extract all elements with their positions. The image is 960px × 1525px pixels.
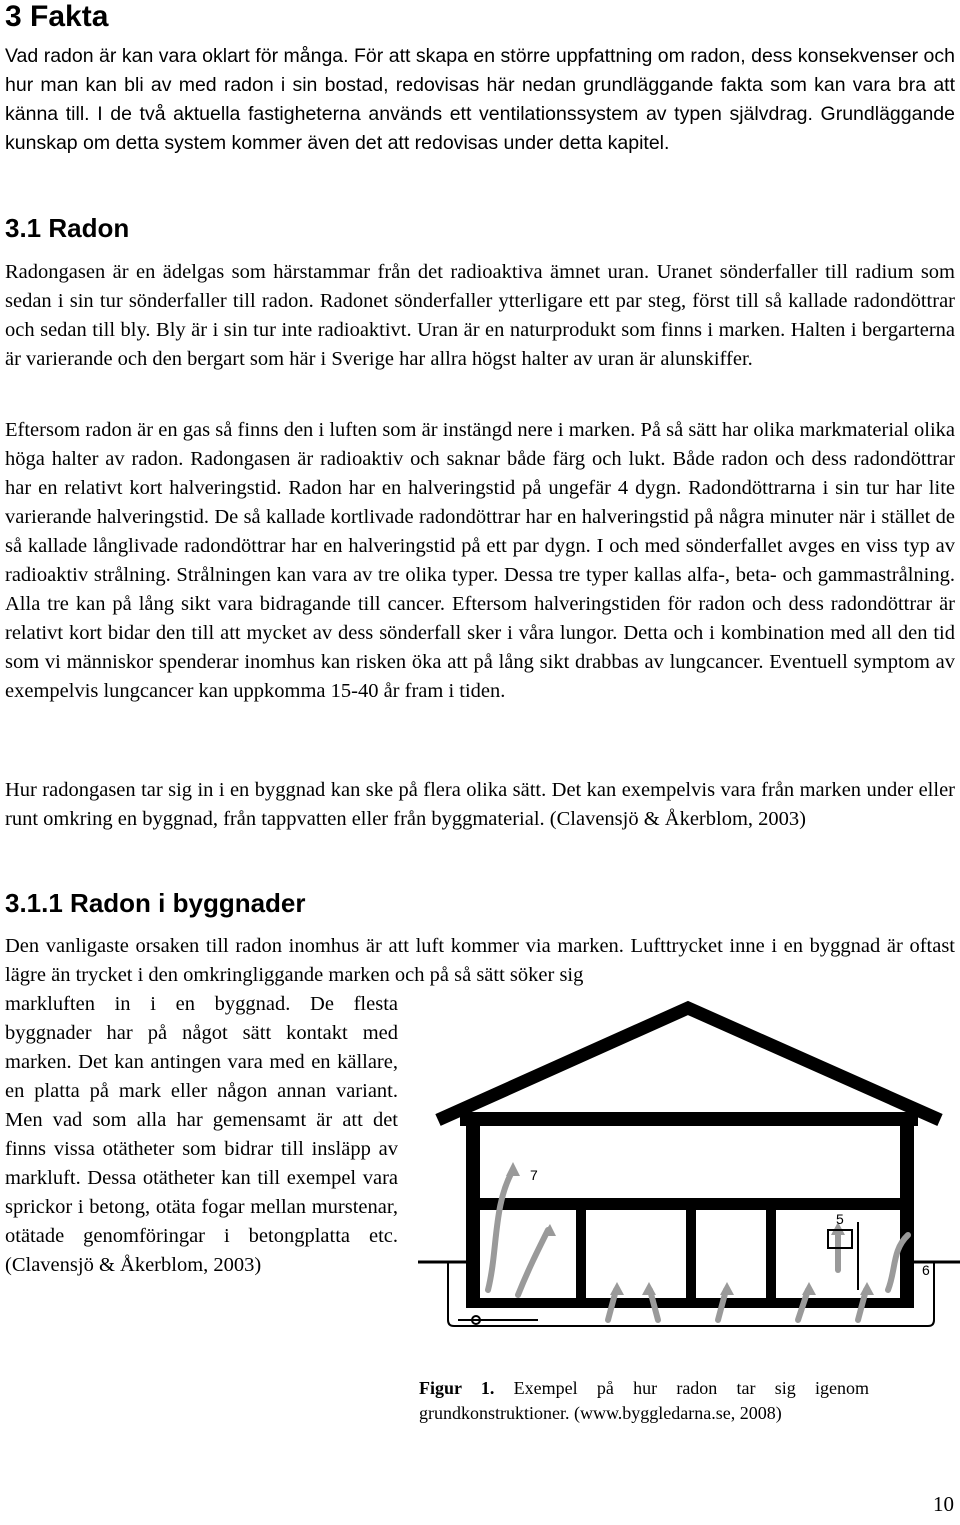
page-number: 10 — [933, 1492, 954, 1516]
basement-floor — [466, 1298, 914, 1308]
figure-label-7: 7 — [530, 1167, 538, 1183]
radon-paragraph-2: Eftersom radon är en gas så finns den i luften som är instängd nere i marken. På så sätt har olika markmaterial olika höga halter av radon. Radongasen är radioaktiv och saknar både färg och lukt. Både radon och dess radondöttrar har en relativt kort halveringstid. Radon har en halveringstid på ungefär 4 dygn. Radondöttrarna i sin tur har lite varierande halveringstid. De så kallade kortlivade radondöttrar har en halveringstid på några minuter när i stället de så kallade långlivade radondöttrar har en halveringstid på ett par dygn. I och med sönderfallet avges en viss typ av radioaktiv strålning. Strålningen kan vara av tre olika typer. Dessa tre typer kallas alfa-, beta- och gammastrålning. Alla tre kan på lång sikt vara bidragande till cancer. Eftersom halveringstiden för radon och dess radondöttrar är relativt kort bidar den till att mycket av dess sönderfall sker i våra lungor. Detta och i kombination med all den tid som vi människor spenderar inomhus kan risken öka att på lång sikt drabbas av lungcancer. Eventuell symptom av exempelvis lungcancer kan uppkomma 15-40 år fram i tiden. — [5, 419, 955, 702]
figure-label-5: 5 — [836, 1211, 844, 1227]
radon-paragraph-1: Radongasen är en ädelgas som härstammar från det radioaktiva ämnet uran. Uranet sönderfaller till radium som sedan i sin tur sönderfaller till radon. Radonet sönderfaller ytterligare ett par steg, först till så kallade radondöttrar och sedan till bly. Bly är i sin tur inte radioaktivt. Uran är en naturprodukt som finns i marken. Halten i bergarterna är varierande och den bergart som här i Sverige har allra högst halter av uran är alunskiffer. — [5, 261, 955, 370]
radon-arrow-wall-left-2 — [518, 1230, 548, 1295]
figure-label-6: 6 — [922, 1262, 930, 1278]
figure-caption-label: Figur 1. — [419, 1378, 495, 1398]
buildings-paragraph-wrapped: markluften in i en byggnad. De flesta byggnader har på något sätt kontakt med marken. Det kan antingen vara med en källare, en platta på mark eller någon annan variant. Men vad som alla har gemensamt är att det finns vissa otätheter som bidrar till insläpp av markluft. Dessa otätheter kan till exempel vara sprickor i betong, otäta fogar mellan murstenar, otätade genomföringar i betongplatta etc. (Clavensjö & Åkerblom, 2003) — [5, 993, 398, 1276]
radon-arrow-wall-left — [488, 1170, 513, 1290]
radon-paragraph-3: Hur radongasen tar sig in i en byggnad kan ske på flera olika sätt. Det kan exempelvis vara från marken under eller runt omkring en byggnad, från tappvatten eller från byggmaterial. (Clavensjö & Åkerblom, 2003) — [5, 779, 955, 830]
figure-caption-text: Exempel på hur radon tar sig igenom grundkonstruktioner. (www.byggledarna.se, 2008) — [419, 1378, 869, 1423]
roof-outline — [438, 1008, 940, 1120]
radon-arrows — [488, 1170, 908, 1320]
house-cross-section-figure — [418, 990, 960, 1360]
attic-floor — [460, 1112, 918, 1126]
chapter-intro: Vad radon är kan vara oklart för många. För att skapa en större uppfattning om radon, dess konsekvenser och hur man kan bli av med radon i sin bostad, redovisas här nedan grundläggande fakta som kan vara bra att känna till. I de två aktuella fastigheterna används ett ventilationssystem av typen självdrag. Grundläggande kunskap om detta system kommer även det att redovisas under detta kapitel. — [5, 45, 955, 154]
section-heading-radon: 3.1 Radon — [5, 213, 130, 243]
interior-column-mid — [686, 1198, 696, 1308]
figure-caption — [419, 1376, 869, 1426]
interior-column-left — [576, 1198, 586, 1308]
chapter-heading: 3 Fakta — [5, 0, 109, 33]
interior-column-right — [766, 1198, 776, 1308]
section-heading-buildings: 3.1.1 Radon i byggnader — [5, 888, 306, 918]
buildings-paragraph-top: Den vanligaste orsaken till radon inomhus är att luft kommer via marken. Lufttrycket inne i en byggnad är oftast lägre än trycket i den omkringliggande marken och på så sätt söker sig — [5, 935, 955, 986]
